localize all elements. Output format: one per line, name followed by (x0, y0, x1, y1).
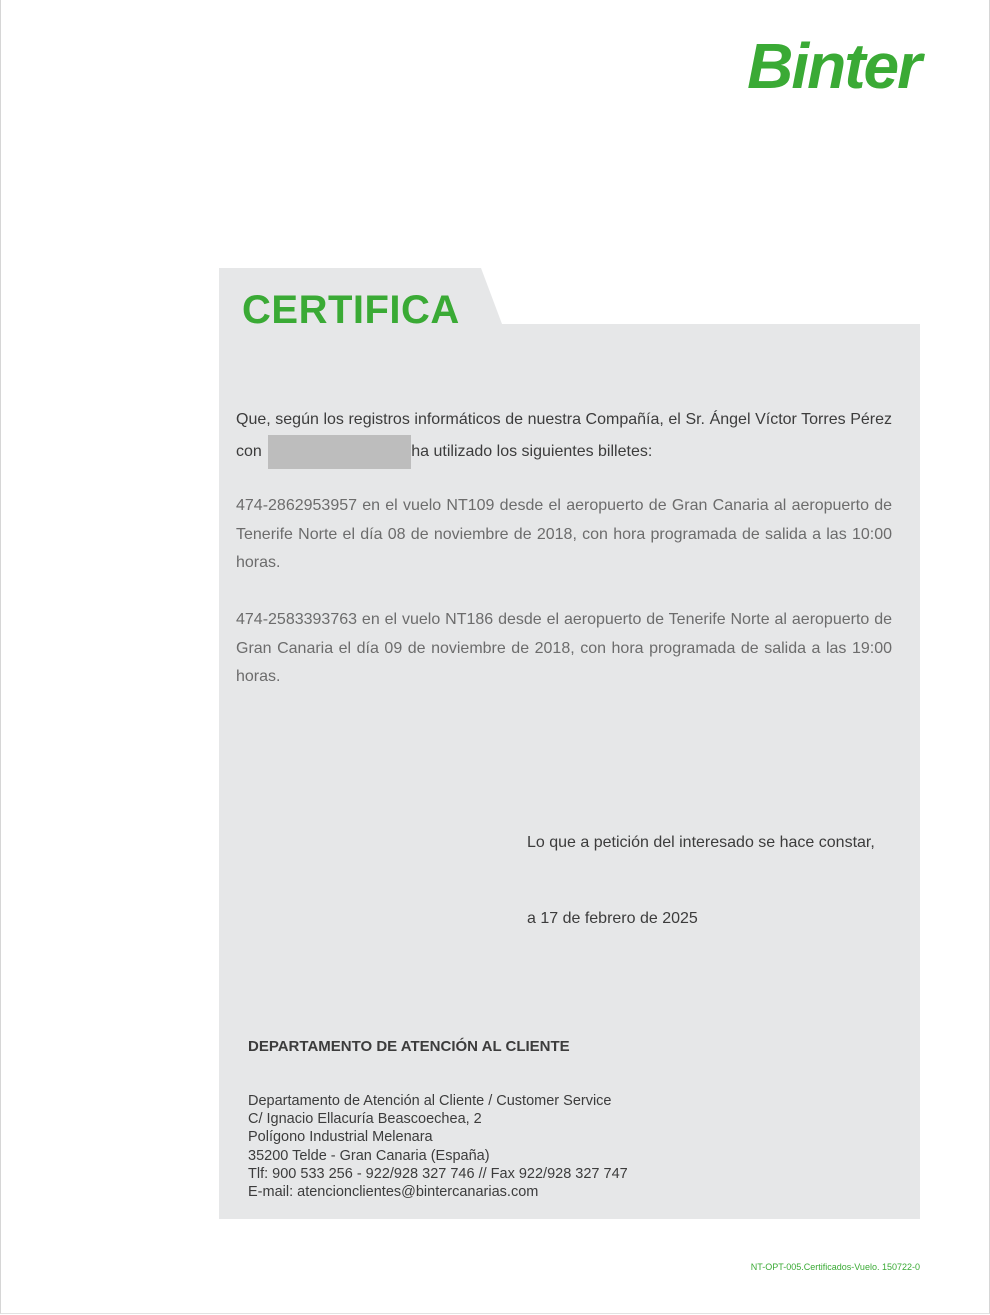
intro-text: Que, según los registros informáticos de nuestra Compañía, el Sr. Ángel Víctor Torres Pérez con (236, 411, 892, 460)
closing-statement: Lo que a petición del interesado se hace constar, (527, 834, 875, 851)
certificate-intro (236, 406, 892, 469)
document-code: NT-OPT-005.Certificados-Vuelo. 150722-0 (750, 1262, 920, 1272)
binter-logo: Binter (747, 30, 920, 102)
redacted-id-block (268, 435, 411, 469)
issue-date: a 17 de febrero de 2025 (527, 910, 698, 927)
department-title: DEPARTAMENTO DE ATENCIÓN AL CLIENTE (248, 1038, 570, 1055)
address-line: Departamento de Atención al Cliente / Customer Service (248, 1093, 612, 1109)
ticket-paragraph-1: 474-2862953957 en el vuelo NT109 desde el aeropuerto de Gran Canaria al aeropuerto de Tenerife Norte el día 08 de noviembre de 2018, con hora programada de salida a las 10:00 horas. (236, 497, 892, 571)
intro-end-text: ha utilizado los siguientes billetes: (411, 442, 653, 460)
department-address (248, 1092, 628, 1201)
ticket-paragraph-2: 474-2583393763 en el vuelo NT186 desde el aeropuerto de Tenerife Norte al aeropuerto de Gran Canaria el día 09 de noviembre de 2018, con hora programada de salida a las 19:00 horas. (236, 611, 892, 685)
address-line: 35200 Telde - Gran Canaria (España) (248, 1147, 490, 1164)
address-line: C/ Ignacio Ellacuría Beascoechea, 2 (248, 1111, 482, 1128)
address-line: Tlf: 900 533 256 - 922/928 327 746 // Fax 922/928 327 747 (248, 1165, 628, 1182)
address-line: Polígono Industrial Melenara (248, 1129, 433, 1146)
address-line: E-mail: atencionclientes@bintercanarias.com (248, 1184, 539, 1201)
certificate-title: CERTIFICA (242, 288, 460, 332)
